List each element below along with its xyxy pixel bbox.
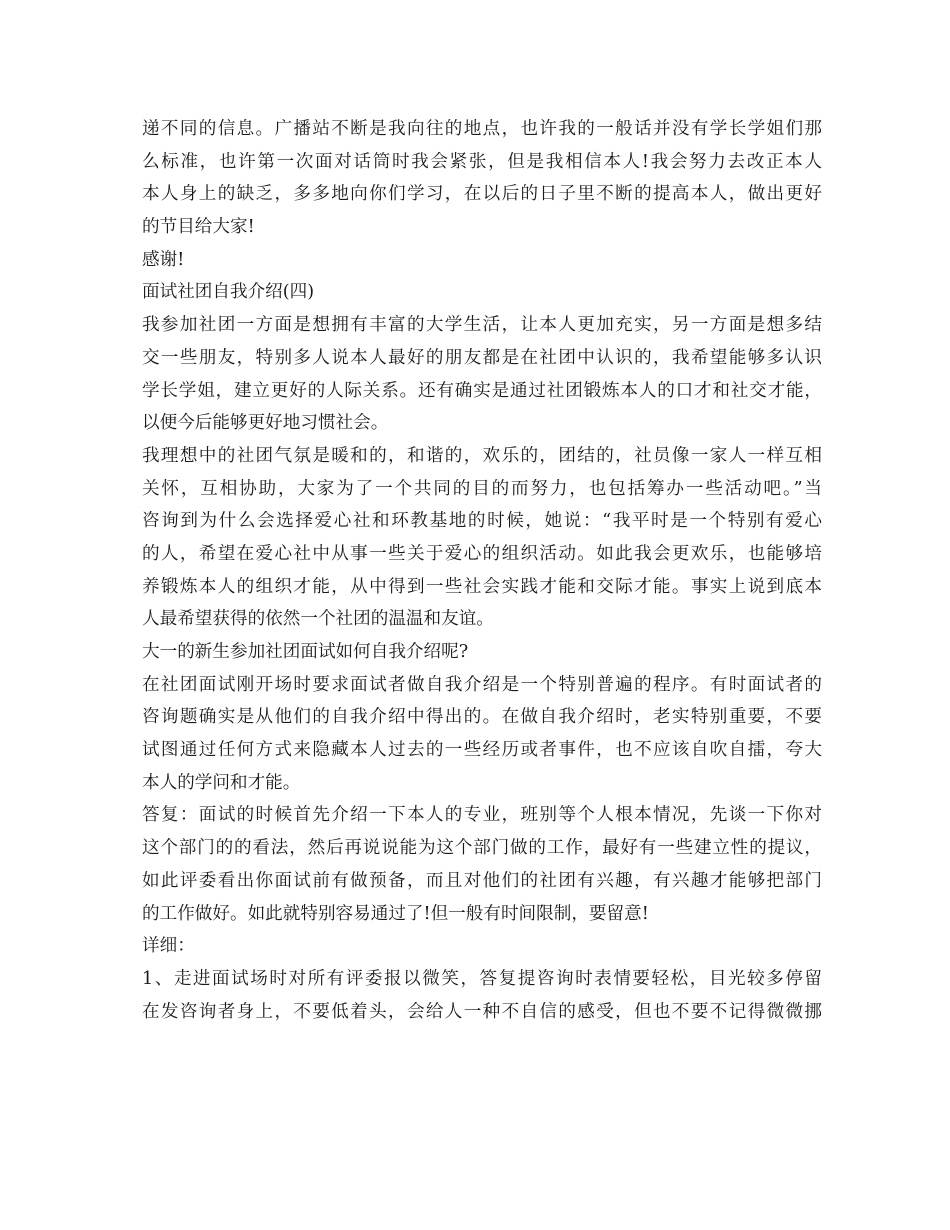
document-body xyxy=(142,113,822,1028)
text-line: 学长学姐，建立更好的人际关系。还有确实是通过社团锻炼本人的口才和社交才能， xyxy=(142,380,822,401)
text-line: 大一的新生参加社团面试如何自我介绍呢? xyxy=(142,642,469,662)
text-line: 本人的学问和才能。 xyxy=(142,772,301,793)
text-line: 交一些朋友，特别多人说本人最好的朋友都是在社团中认识的，我希望能够多认识 xyxy=(142,347,822,368)
text-line: 咨询到为什么会选择爱心社和环教基地的时候，她说：“我平时是一个特别有爱心 xyxy=(142,511,822,532)
text-line: 我参加社团一方面是想拥有丰富的大学生活，让本人更加充实，另一方面是想多结 xyxy=(142,315,822,336)
text-line: 在社团面试刚开场时要求面试者做自我介绍是一个特别普遍的程序。有时面试者的 xyxy=(142,674,822,695)
text-line: 以便今后能够更好地习惯社会。 xyxy=(142,413,389,434)
text-line: 的工作做好。如此就特别容易通过了!但一般有时间限制，要留意! xyxy=(142,903,649,924)
text-line: 的人，希望在爱心社中从事一些关于爱心的组织活动。如此我会更欢乐，也能够培 xyxy=(142,543,822,564)
text-line: 关怀，互相协助，大家为了一个共同的目的而努力，也包括筹办一些活动吧。”当 xyxy=(142,478,822,499)
text-line: 我理想中的社团气氛是暖和的，和谐的，欢乐的，团结的，社员像一家人一样互相 xyxy=(142,445,822,466)
text-line: 详细： xyxy=(142,936,195,957)
text-line: 如此评委看出你面试前有做预备，而且对他们的社团有兴趣，有兴趣才能够把部门 xyxy=(142,870,822,891)
text-line: 养锻炼本人的组织才能，从中得到一些社会实践才能和交际才能。事实上说到底本 xyxy=(142,576,822,597)
text-line: 面试社团自我介绍(四) xyxy=(142,282,315,303)
text-line: 本人身上的缺乏，多多地向你们学习，在以后的日子里不断的提高本人，做出更好 xyxy=(142,184,822,205)
text-line: 这个部门的的看法，然后再说说能为这个部门做的工作，最好有一些建立性的提议， xyxy=(142,838,822,859)
text-line: 咨询题确实是从他们的自我介绍中得出的。在做自我介绍时，老实特别重要，不要 xyxy=(142,707,822,728)
text-line: 递不同的信息。广播站不断是我向往的地点，也许我的一般话并没有学长学姐们那 xyxy=(142,119,822,139)
text-line: 的节目给大家! xyxy=(142,217,255,238)
text-line: 么标准，也许第一次面对话筒时我会紧张，但是我相信本人!我会努力去改正本人 xyxy=(142,151,822,172)
text-line: 试图通过任何方式来隐藏本人过去的一些经历或者事件，也不应该自吹自擂，夸大 xyxy=(142,740,822,761)
text-line: 在发咨询者身上，不要低着头，会给人一种不自信的感受，但也不要不记得微微挪 xyxy=(142,1001,822,1022)
text-line: 感谢! xyxy=(142,249,185,270)
text-line: 1、走进面试场时对所有评委报以微笑，答复提咨询时表情要轻松，目光较多停留 xyxy=(142,968,822,989)
text-line: 人最希望获得的依然一个社团的温温和友谊。 xyxy=(142,609,494,630)
text-line: 答复：面试的时候首先介绍一下本人的专业，班别等个人根本情况，先谈一下你对 xyxy=(142,805,822,826)
